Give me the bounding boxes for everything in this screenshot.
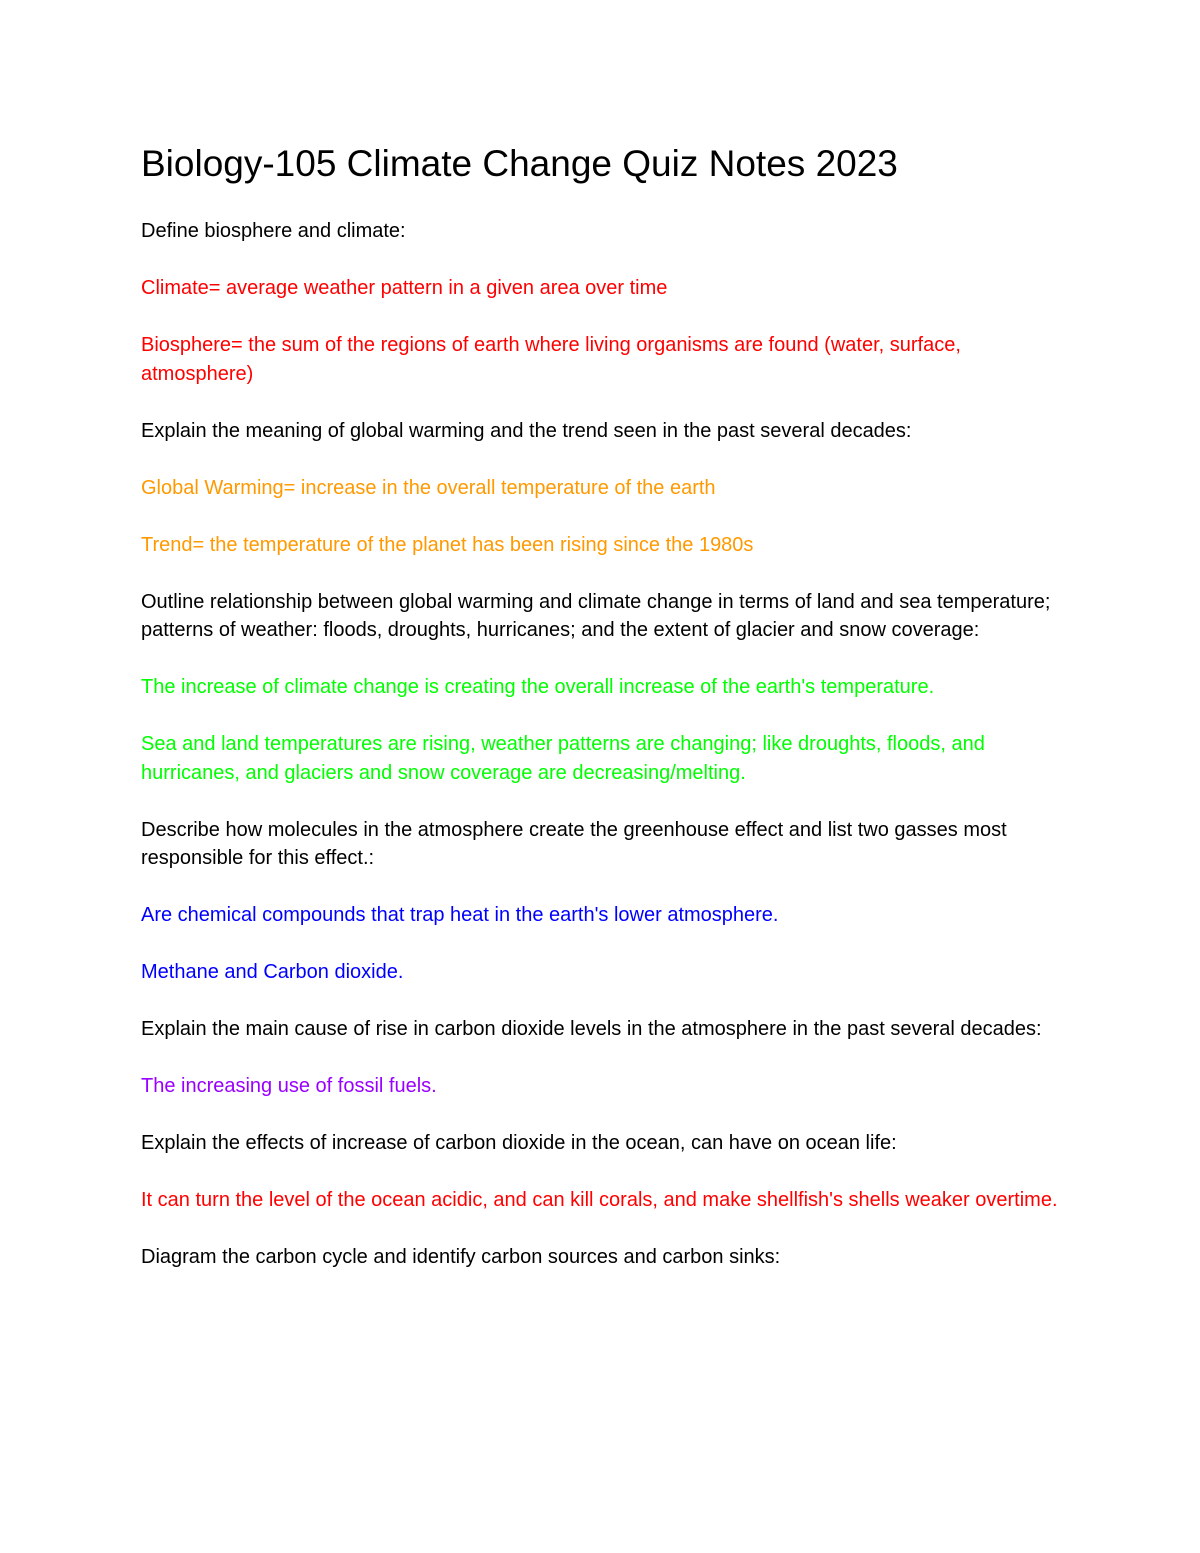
answer-co2-rise-cause: The increasing use of fossil fuels. [141,1075,437,1097]
question-greenhouse-effect: Describe how molecules in the atmosphere create the greenhouse effect and list two gasses most responsible for this effect.: [141,818,1007,869]
answer-greenhouse-gasses: Methane and Carbon dioxide. [141,961,404,983]
question-ocean-co2-effects: Explain the effects of increase of carbon dioxide in the ocean, can have on ocean life: [141,1132,897,1154]
document-content [141,140,1061,1300]
answer-global-warming-trend: Trend= the temperature of the planet has been rising since the 1980s [141,533,754,556]
answer-greenhouse-molecules: Are chemical compounds that trap heat in the earth's lower atmosphere. [141,904,779,926]
question-biosphere-climate: Define biosphere and climate: [141,220,406,242]
answer-biosphere-definition: Biosphere= the sum of the regions of earth where living organisms are found (water, surface, atmosphere) [141,334,961,385]
answer-relationship-2: Sea and land temperatures are rising, weather patterns are changing; like droughts, floods, and hurricanes, and glaciers and snow coverage are decreasing/melting. [141,733,985,784]
question-carbon-cycle: Diagram the carbon cycle and identify carbon sources and carbon sinks: [141,1246,781,1268]
answer-global-warming-definition: Global Warming= increase in the overall temperature of the earth [141,476,716,499]
question-warming-climate-relationship: Outline relationship between global warming and climate change in terms of land and sea temperature; patterns of weather: floods, droughts, hurricanes; and the extent of glacier and snow coverage: [141,590,1051,641]
document-title: Biology-105 Climate Change Quiz Notes 2023 [141,143,898,184]
answer-climate-definition: Climate= average weather pattern in a given area over time [141,277,668,299]
answer-ocean-co2-effects: It can turn the level of the ocean acidic, and can kill corals, and make shellfish's shells weaker overtime. [141,1189,1058,1211]
question-global-warming: Explain the meaning of global warming and the trend seen in the past several decades: [141,419,912,442]
answer-relationship-1: The increase of climate change is creating the overall increase of the earth's temperature. [141,676,935,698]
question-co2-rise-cause: Explain the main cause of rise in carbon dioxide levels in the atmosphere in the past several decades: [141,1018,1042,1040]
